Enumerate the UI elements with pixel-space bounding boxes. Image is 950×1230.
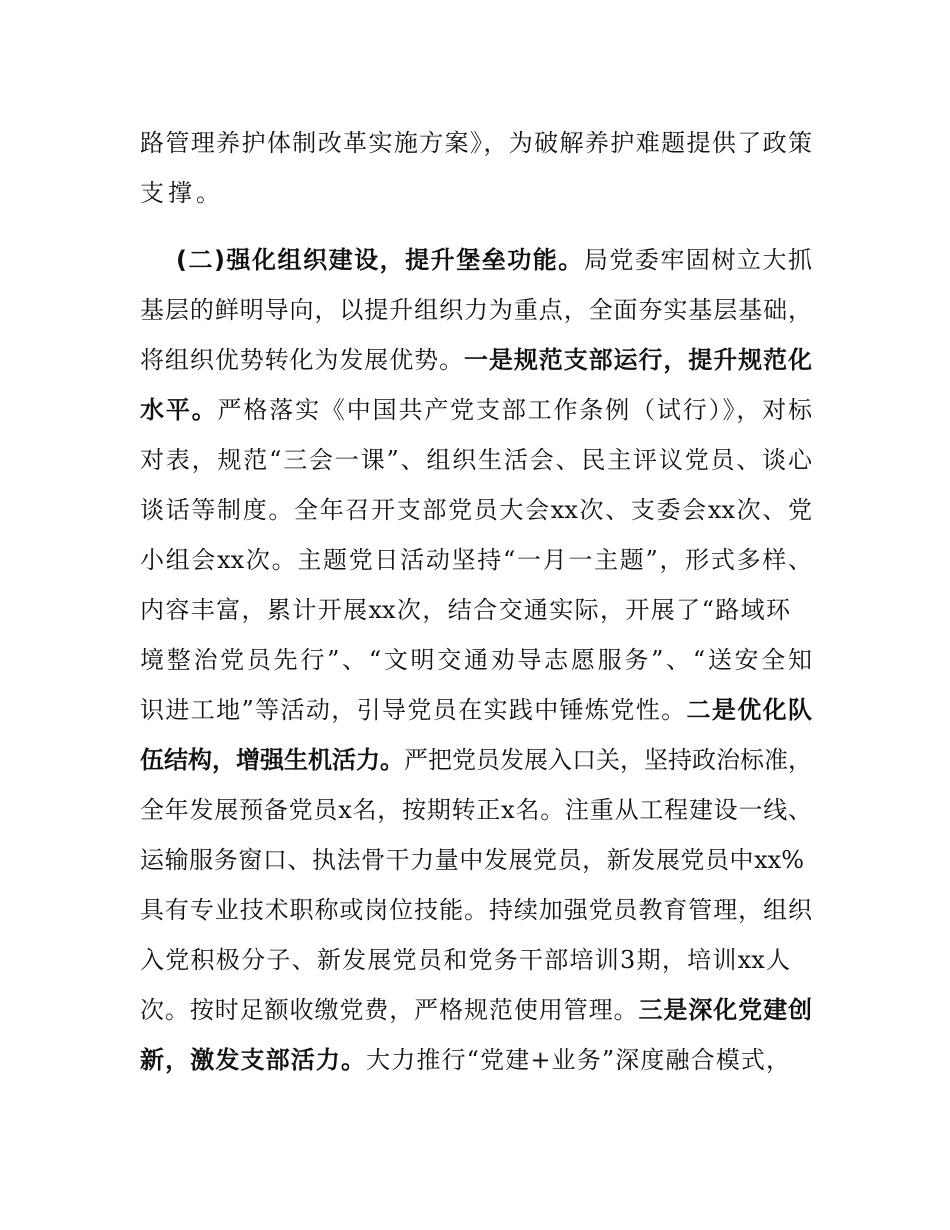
text-line bbox=[140, 993, 812, 1027]
bold-subheading: 伍结构，增强生机活力。 bbox=[140, 746, 404, 774]
text-line bbox=[140, 793, 812, 827]
text-run: 严格落实《中国共产党支部工作条例（试行）》，对标 bbox=[217, 396, 813, 424]
section-heading: (二)强化组织建设，提升堡垒功能。 bbox=[176, 246, 584, 274]
text-run: 支撑。 bbox=[140, 179, 224, 207]
text-run: 将组织优势转化为发展优势。 bbox=[140, 346, 464, 374]
text-run: 境整治党员先行”、“文明交通劝导志愿服务”、“送安全知 bbox=[140, 646, 812, 674]
text-line bbox=[176, 243, 812, 277]
text-line bbox=[140, 1043, 790, 1077]
text-line bbox=[140, 643, 812, 677]
text-line bbox=[140, 593, 790, 627]
text-line bbox=[140, 843, 804, 877]
bold-subheading: 水平。 bbox=[140, 396, 218, 424]
text-run: 全年发展预备党员x名，按期转正x名。注重从工程建设一线、 bbox=[140, 796, 812, 824]
bold-subheading: 三是深化党建创 bbox=[638, 996, 813, 1024]
text-run: 基层的鲜明导向，以提升组织力为重点，全面夯实基层基础， bbox=[140, 296, 812, 324]
text-line bbox=[140, 893, 812, 927]
text-line bbox=[140, 943, 790, 977]
text-line bbox=[140, 443, 812, 477]
text-line bbox=[140, 743, 812, 777]
text-run: 路管理养护体制改革实施方案》，为破解养护难题提供了政策 bbox=[140, 129, 812, 157]
text-line bbox=[140, 343, 812, 377]
text-run: 具有专业技术职称或岗位技能。持续加强党员教育管理，组织 bbox=[140, 896, 812, 924]
text-run: 严把党员发展入口关，坚持政治标准， bbox=[404, 746, 812, 774]
bold-subheading: 新，激发支部活力。 bbox=[140, 1046, 367, 1074]
text-line bbox=[140, 393, 812, 427]
bold-subheading: 一是规范支部运行，提升规范化 bbox=[464, 346, 812, 374]
text-line bbox=[140, 126, 812, 160]
text-line bbox=[140, 293, 812, 327]
bold-subheading: 二是优化队 bbox=[686, 696, 812, 724]
text-run: 谈话等制度。全年召开支部党员大会xx次、支委会xx次、党 bbox=[140, 496, 812, 524]
text-run: 运输服务窗口、执法骨干力量中发展党员，新发展党员中xx% bbox=[140, 846, 804, 874]
text-run: 次。按时足额收缴党费，严格规范使用管理。 bbox=[140, 996, 639, 1024]
text-line bbox=[140, 176, 812, 210]
text-run: 小组会xx次。主题党日活动坚持“一月一主题”，形式多样、 bbox=[140, 546, 812, 574]
text-run: 局党委牢固树立大抓 bbox=[583, 246, 813, 274]
text-run: 识进工地”等活动，引导党员在实践中锤炼党性。 bbox=[140, 696, 687, 724]
text-line bbox=[140, 493, 812, 527]
text-run: 对表，规范“三会一课”、组织生活会、民主评议党员、谈心 bbox=[140, 446, 812, 474]
text-run: 内容丰富，累计开展xx次，结合交通实际，开展了“路域环 bbox=[140, 596, 790, 624]
text-run: 入党积极分子、新发展党员和党务干部培训3期，培训xx人 bbox=[140, 946, 790, 974]
text-line bbox=[140, 543, 812, 577]
text-run: 大力推行“党建+业务”深度融合模式， bbox=[366, 1046, 791, 1074]
text-line bbox=[140, 693, 812, 727]
